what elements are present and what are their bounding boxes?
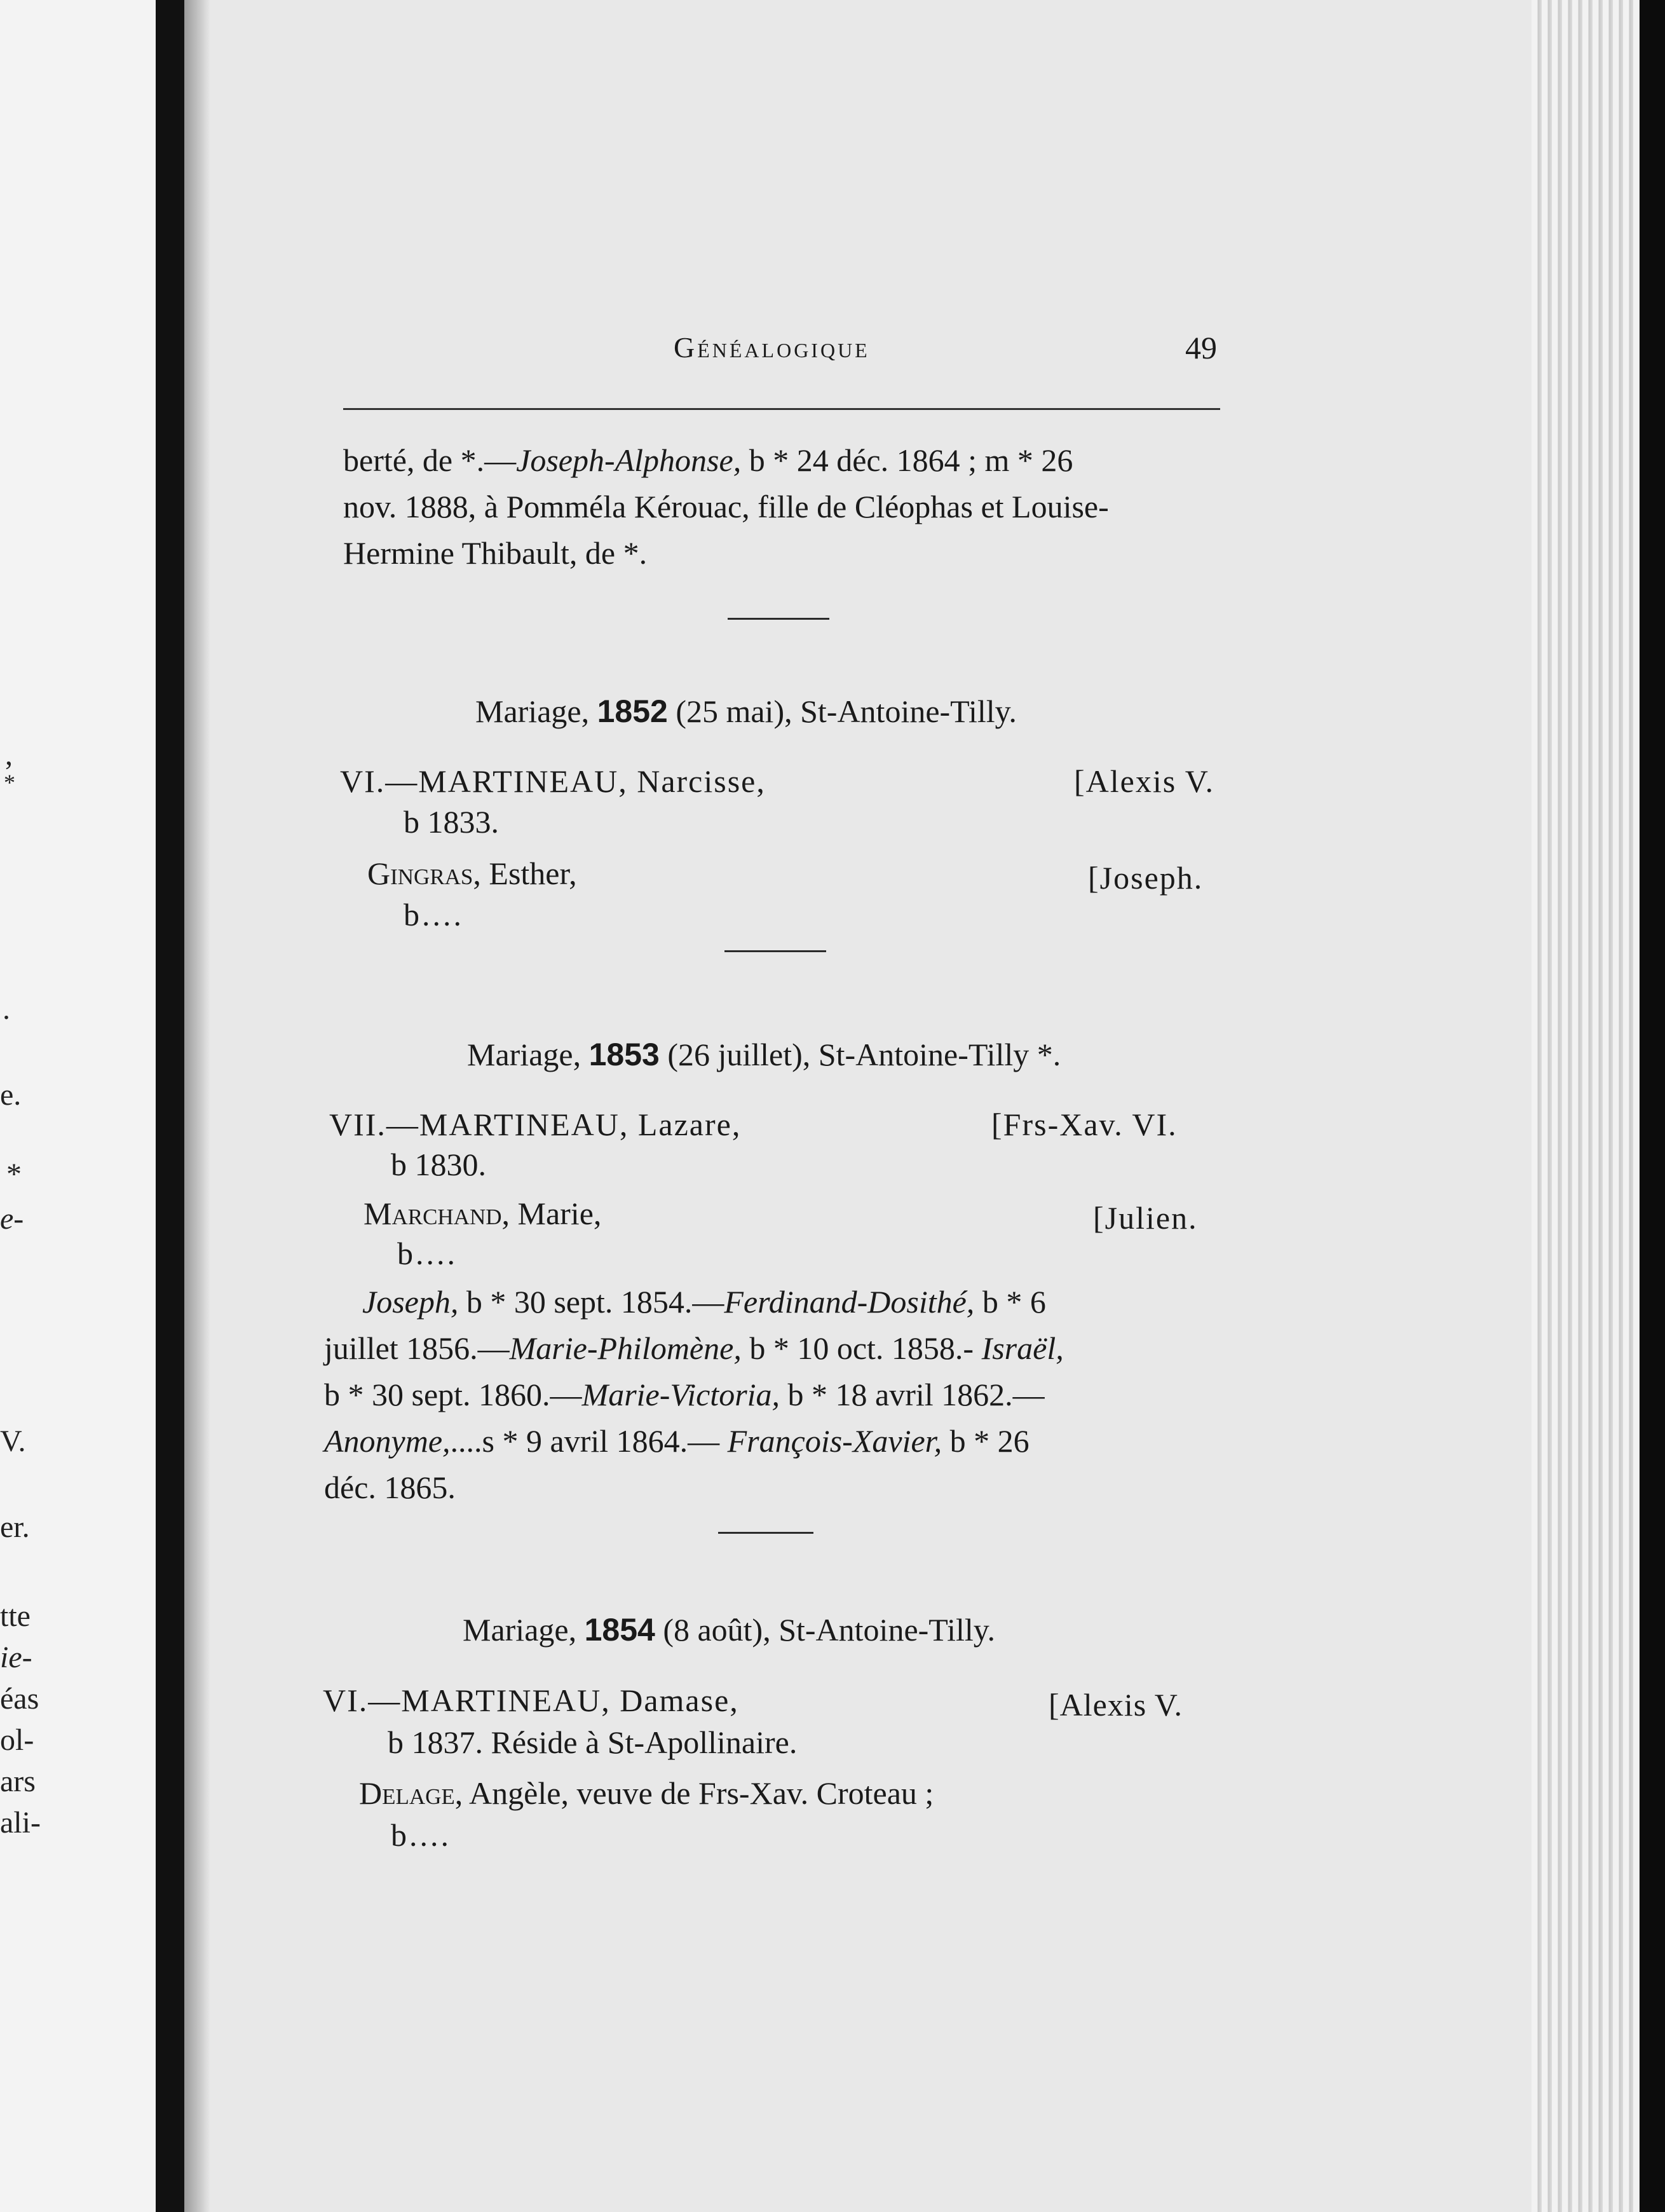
child-name: Marie-Philomène, [509,1330,742,1366]
continuation-line: Hermine Thibault, de *. [343,535,648,571]
marriage-heading-1853: Mariage, 1853 (26 juillet), St-Antoine-Tilly *. [467,1037,1061,1072]
prev-page-fragment: ars [0,1765,36,1798]
continuation-line: berté, de *.—Joseph-Alphonse, b * 24 déc. 1864 ; m * 26 [343,442,1073,478]
wife-line: Gingras, Esther, [367,856,577,891]
marriage-heading-1854: Mariage, 1854 (8 août), St-Antoine-Tilly. [463,1612,995,1648]
children-line: Joseph, b * 30 sept. 1854.—Ferdinand-Dosithé, b * 6 [362,1284,1046,1320]
wife-birth: b.... [404,897,464,932]
prev-page-fragment: * [6,1157,22,1191]
husband-parent: [Alexis V. [1049,1687,1183,1723]
gutter-shadow [184,0,210,2212]
marriage-year: 1852 [597,693,668,729]
child-name: Joseph, [362,1284,459,1320]
page-edges [1532,0,1640,2212]
children-paragraph [324,1279,1201,1511]
husband-parent: [Frs-Xav. VI. [991,1107,1178,1142]
prev-page-fragment: ali- [0,1806,41,1840]
husband-line: VI.—MARTINEAU, Damase, [323,1683,739,1718]
wife-parent: [Joseph. [1088,860,1204,896]
husband-line: VII.—MARTINEAU, Lazare, [329,1107,742,1142]
husband-birth: b 1833. [404,804,499,840]
continuation-line: nov. 1888, à Pomméla Kérouac, fille de Cléophas et Louise- [343,489,1109,524]
children-line: b * 30 sept. 1860.—Marie-Victoria, b * 18 avril 1862.— [324,1377,1045,1412]
wife-line: Marchand, Marie, [364,1196,602,1231]
husband-birth: b 1837. Réside à St-Apollinaire. [388,1724,798,1760]
prev-page-fragment: tte [0,1599,31,1633]
marriage-year: 1853 [588,1037,660,1072]
prev-page-fragment: e- [0,1202,24,1236]
child-name: Marie-Victoria, [581,1377,780,1412]
prev-page-fragment: éas [0,1682,39,1716]
child-name: Ferdinand-Dosithé, [724,1284,975,1320]
child-name: Joseph-Alphonse, [516,442,742,478]
continuation-paragraph [343,437,1214,577]
prev-page-fragment: ie- [0,1641,32,1674]
running-title: Généalogique [674,331,870,364]
child-name: François-Xavier, [727,1423,942,1459]
right-border [1640,0,1665,2212]
prev-page-fragment: , [5,738,13,772]
children-line: juillet 1856.—Marie-Philomène, b * 10 oct. 1858.- Israël, [324,1330,1064,1366]
section-separator [718,1532,813,1534]
children-line: déc. 1865. [324,1470,456,1505]
section-separator [724,950,826,952]
section-separator [728,618,829,620]
wife-birth: b.... [391,1817,451,1853]
wife-parent: [Julien. [1093,1200,1198,1236]
prev-page-fragment: ol- [0,1723,34,1757]
husband-parent: [Alexis V. [1074,763,1214,799]
husband-birth: b 1830. [391,1147,486,1182]
prev-page-fragment: e. [0,1078,22,1112]
marriage-heading-1852: Mariage, 1852 (25 mai), St-Antoine-Tilly. [475,693,1017,729]
prev-page-fragment: V. [0,1424,26,1458]
wife-birth: b.... [397,1236,458,1271]
husband-line: VI.—MARTINEAU, Narcisse, [340,763,766,799]
prev-page-fragment: * [4,770,15,795]
marriage-year: 1854 [584,1612,655,1648]
child-name: Anonyme, [324,1423,451,1459]
book-gutter [156,0,184,2212]
prev-page-fragment: . [3,992,10,1026]
previous-page-edge [0,0,156,2212]
page-number: 49 [1185,330,1217,365]
header-rule [343,408,1220,410]
child-name: Israël, [981,1330,1064,1366]
prev-page-fragment: er. [0,1510,30,1544]
wife-line: Delage, Angèle, veuve de Frs-Xav. Croteau ; [359,1775,934,1811]
children-line: Anonyme,....s * 9 avril 1864.— François-Xavier, b * 26 [324,1423,1030,1459]
